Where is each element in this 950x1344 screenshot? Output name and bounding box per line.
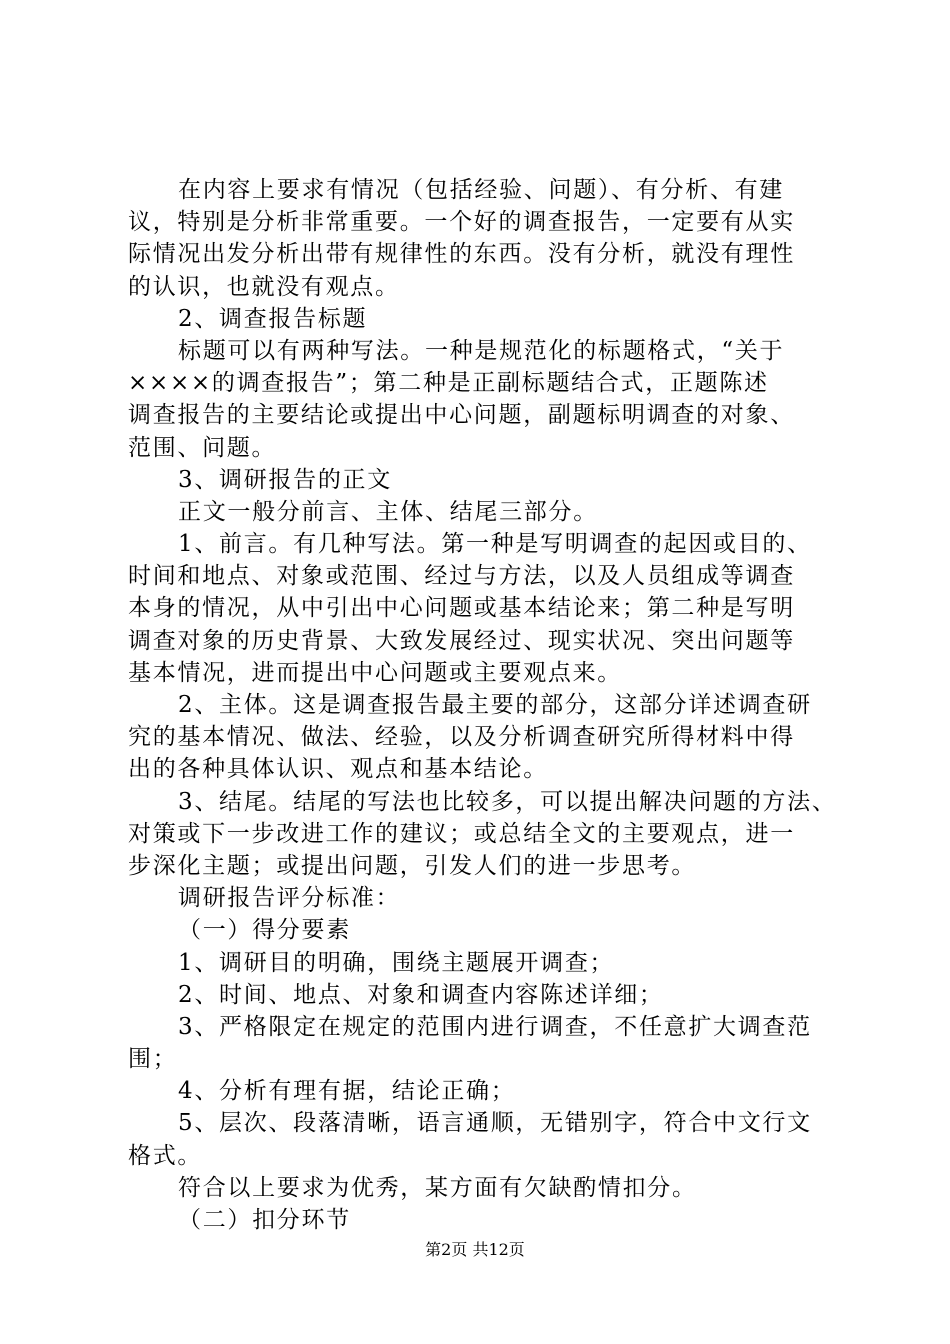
- paragraph: [128, 947, 828, 979]
- text-line: 议，特别是分析非常重要。一个好的调查报告，一定要有从实: [128, 209, 795, 236]
- paragraph: [128, 882, 828, 914]
- paragraph: [128, 496, 828, 528]
- text-line: 围；: [128, 1046, 178, 1073]
- paragraph: [128, 528, 828, 689]
- paragraph: [128, 1075, 828, 1107]
- paragraph: [128, 174, 828, 303]
- paragraph: [128, 1011, 828, 1075]
- paragraph: [128, 1172, 828, 1204]
- text-line: 1、调研目的明确，围绕主题展开调查；: [178, 949, 615, 976]
- page-footer: 第2页 共12页: [425, 1240, 525, 1259]
- text-line: （一）得分要素: [178, 917, 351, 944]
- paragraph: [128, 689, 828, 786]
- text-line: 标题可以有两种写法。一种是规范化的标题格式，“关于: [178, 337, 785, 364]
- text-line: 5、层次、段落清晰，语言通顺，无错别字，符合中文行文: [178, 1110, 812, 1137]
- text-line: 际情况出发分析出带有规律性的东西。没有分析，就没有理性: [128, 241, 795, 268]
- text-line: 在内容上要求有情况（包括经验、问题）、有分析、有建: [178, 177, 784, 203]
- text-line: 范围、问题。: [128, 434, 277, 461]
- text-line: 3、调研报告的正文: [178, 466, 392, 493]
- paragraph: [128, 1204, 828, 1236]
- text-line: 对策或下一步改进工作的建议；或总结全文的主要观点，进一: [128, 820, 795, 847]
- text-line: 调查报告的主要结论或提出中心问题，副题标明调查的对象、: [128, 402, 795, 429]
- text-line: 2、主体。这是调查报告最主要的部分，这部分详述调查研: [178, 692, 812, 718]
- paragraph: [128, 335, 828, 464]
- paragraph: [128, 464, 828, 496]
- text-line: 4、分析有理有据，结论正确；: [178, 1078, 516, 1105]
- text-line: 正文一般分前言、主体、结尾三部分。: [178, 498, 598, 525]
- paragraph: [128, 914, 828, 946]
- text-line: 2、时间、地点、对象和调查内容陈述详细；: [178, 981, 664, 1008]
- text-line: 3、严格限定在规定的范围内进行调查，不任意扩大调查范: [178, 1013, 812, 1040]
- text-line: 2、调查报告标题: [178, 305, 368, 332]
- paragraph: [128, 1107, 828, 1171]
- document-body: [128, 174, 837, 1236]
- text-line: 基本情况，进而提出中心问题或主要观点来。: [128, 659, 622, 686]
- text-line: （二）扣分环节: [178, 1207, 351, 1233]
- text-line: 步深化主题；或提出问题，引发人们的进一步思考。: [128, 852, 697, 879]
- text-line: 调研报告评分标准：: [178, 885, 401, 912]
- text-line: 本身的情况，从中引出中心问题或基本结论来；第二种是写明: [128, 595, 795, 622]
- text-line: 究的基本情况、做法、经验，以及分析调查研究所得材料中得: [128, 724, 795, 751]
- text-line: 出的各种具体认识、观点和基本结论。: [128, 756, 548, 783]
- text-line: ××××的调查报告”；第二种是正副标题结合式，正题陈述: [128, 370, 769, 397]
- paragraph: [128, 303, 828, 335]
- text-line: 格式。: [128, 1142, 203, 1169]
- text-line: 1、前言。有几种写法。第一种是写明调查的起因或目的、: [178, 531, 812, 558]
- paragraph: [128, 979, 828, 1011]
- text-line: 符合以上要求为优秀，某方面有欠缺酌情扣分。: [178, 1174, 697, 1201]
- text-line: 3、结尾。结尾的写法也比较多，可以提出解决问题的方法、: [178, 788, 837, 815]
- text-line: 时间和地点、对象或范围、经过与方法，以及人员组成等调查: [128, 563, 795, 590]
- text-line: 的认识，也就没有观点。: [128, 273, 400, 300]
- text-line: 调查对象的历史背景、大致发展经过、现实状况、突出问题等: [128, 627, 795, 654]
- paragraph: [128, 786, 837, 883]
